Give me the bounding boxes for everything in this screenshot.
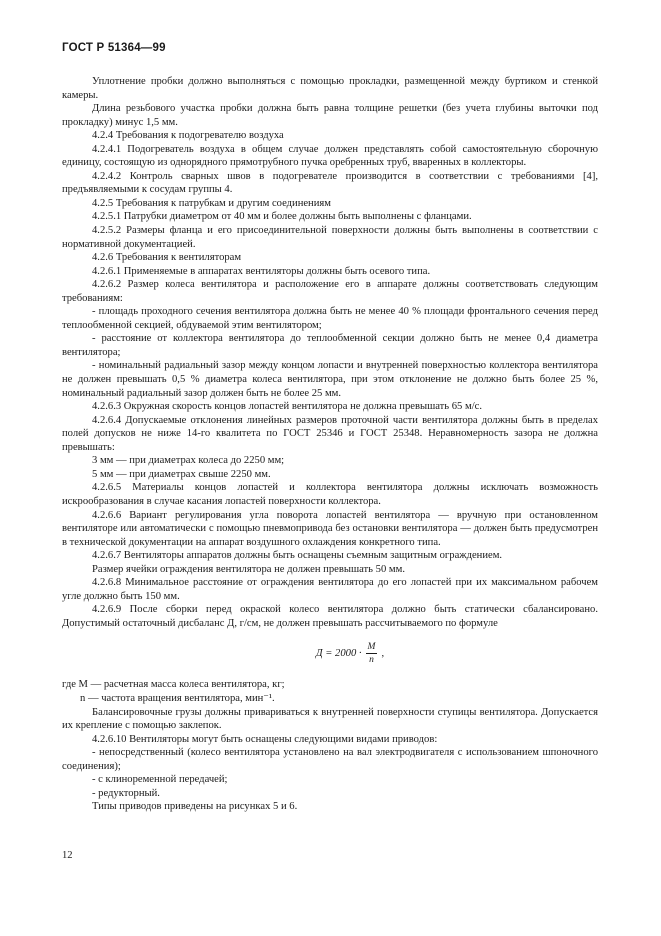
section-heading: 4.2.6 Требования к вентиляторам: [92, 252, 242, 264]
paragraph: Балансировочные грузы должны привариваться к внутренней поверхности ступицы вентилятора. Допускается их крепление с помощью заклепок.: [62, 706, 598, 732]
paragraph: 4.2.6.1 Применяемые в аппаратах вентиляторы должны быть осевого типа.: [92, 265, 431, 277]
paragraph: 4.2.5.2 Размеры фланца и его присоединительной поверхности должны быть выполнены в соответствии с нормативной документацией.: [62, 225, 598, 250]
paragraph: Длина резьбового участка пробки должна быть равна толщине решетки (без учета глубины выточки под прокладку) минус 1,5 мм.: [62, 103, 598, 128]
paragraph: 4.2.4.1 Подогреватель воздуха в общем случае должен представлять собой самостоятельную сборочную единицу, состоящую из однорядного прямотрубного пучка оребренных труб, вваренных в коллекторы.: [62, 143, 598, 169]
paragraph: 4.2.6.2 Размер колеса вентилятора и расположение его в аппарате должны соответствовать следующим требованиям:: [62, 279, 598, 304]
formula-numerator: М: [367, 642, 376, 653]
paragraph: 4.2.6.6 Вариант регулирования угла поворота лопастей вентилятора — вручную при остановленном вентиляторе или автоматически с помощью пневмопривода без остановки вентилятора — должен быть предусмотрен в технической документации на аппарат воздушного охлаждения конкретного типа.: [62, 509, 598, 548]
paragraph: Типы приводов приведены на рисунках 5 и 6.: [92, 801, 298, 813]
where-line: где М — расчетная масса колеса вентилятора, кг;: [62, 679, 285, 691]
balance-formula: [62, 642, 598, 665]
paragraph: 4.2.6.5 Материалы концов лопастей и коллектора вентилятора должны исключать возможность искрообразования в случае касания лопастей поверхности коллектора.: [62, 482, 598, 507]
list-item: - непосредственный (колесо вентилятора установлено на вал электродвигателя с использованием шпоночного соединения);: [62, 747, 598, 772]
formula-denominator: n: [369, 655, 374, 666]
paragraph: 4.2.6.8 Минимальное расстояние от ограждения вентилятора до его лопастей при их максимальном рабочем угле должно быть 150 мм.: [62, 577, 598, 602]
document-header: ГОСТ Р 51364—99: [62, 42, 166, 54]
formula-fraction: [366, 642, 378, 665]
where-line: n — частота вращения вентилятора, мин⁻¹.: [80, 692, 275, 704]
list-item: 5 мм — при диаметрах свыше 2250 мм.: [92, 468, 271, 480]
list-item: - редукторный.: [92, 787, 160, 799]
list-item: - площадь проходного сечения вентилятора должна быть не менее 40 % площади фронтального сечения перед теплообменной секцией, обдуваемой этим вентилятором;: [62, 306, 598, 331]
list-item: 3 мм — при диаметрах колеса до 2250 мм;: [92, 455, 285, 467]
paragraph: 4.2.6.3 Окружная скорость концов лопастей вентилятора не должна превышать 65 м/с.: [92, 401, 482, 413]
page-number: 12: [62, 850, 73, 861]
paragraph: Уплотнение пробки должно выполняться с помощью прокладки, размещенной между буртиком и стенкой камеры.: [62, 76, 598, 101]
section-heading: 4.2.4 Требования к подогревателю воздуха: [92, 130, 284, 142]
paragraph: 4.2.6.4 Допускаемые отклонения линейных размеров проточной части вентилятора должны быть в пределах полей допусков не ниже 14-го квалитета по ГОСТ 25346 и ГОСТ 25348. Неравномерность зазора не должна превышать:: [62, 414, 598, 453]
paragraph: 4.2.5.1 Патрубки диаметром от 40 мм и более должны быть выполнены с фланцами.: [92, 211, 472, 223]
formula-lhs: Д = 2000 ·: [315, 648, 362, 660]
paragraph: 4.2.6.10 Вентиляторы могут быть оснащены следующими видами приводов:: [92, 733, 438, 745]
paragraph: 4.2.4.2 Контроль сварных швов в подогревателе производится в соответствии с требованиями [4], предъявляемыми к сосудам группы 4.: [62, 170, 598, 196]
paragraph: 4.2.6.9 После сборки перед окраской колесо вентилятора должно быть статически сбалансировано. Допустимый остаточный дисбаланс Д, г/см, не должен превышать рассчитываемого по формуле: [62, 604, 598, 629]
section-heading: 4.2.5 Требования к патрубкам и другим соединениям: [92, 197, 331, 209]
formula-trail: ,: [381, 648, 385, 660]
list-item: - расстояние от коллектора вентилятора до теплообменной секции должно быть не менее 0,4 диаметра вентилятора;: [62, 333, 598, 358]
paragraph: Размер ячейки ограждения вентилятора не должен превышать 50 мм.: [92, 563, 405, 575]
list-item: - номинальный радиальный зазор между концом лопасти и внутренней поверхностью коллектора вентилятора не должен превышать 0,5 % диаметра колеса вентилятора, при этом отклонение не должно быть более 25 %, номинальный радиальный зазор должен быть не более 25 мм.: [62, 360, 598, 399]
document-body: [62, 75, 598, 814]
list-item: - с клиноременной передачей;: [92, 774, 228, 786]
paragraph: 4.2.6.7 Вентиляторы аппаратов должны быть оснащены съемным защитным ограждением.: [92, 550, 503, 562]
